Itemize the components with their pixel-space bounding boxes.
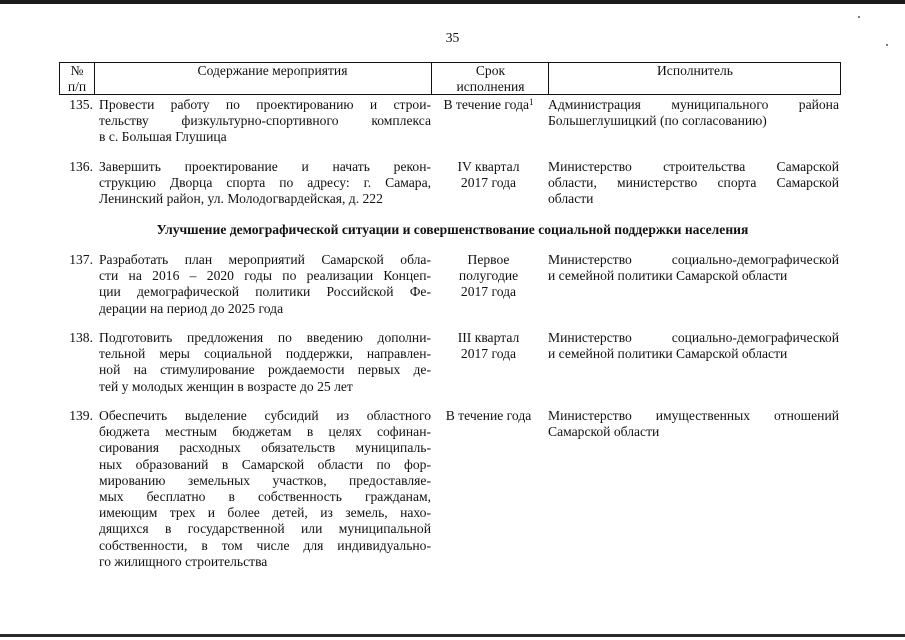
row-executor: [548, 97, 839, 129]
row-content-line: ных образований в Самарской области по фор-: [99, 456, 431, 472]
row-content: [99, 97, 431, 146]
header-term-cell: [431, 63, 549, 94]
row-content: [99, 252, 431, 317]
table-header: [59, 62, 841, 95]
row-term-footnote-mark: 1: [529, 97, 534, 107]
row-executor: [548, 159, 839, 208]
row-content-line: Подготовить предложения по введению дополни-: [99, 330, 431, 345]
scan-speck: [886, 44, 888, 46]
row-content-line: сирования расходных обязательств муниципаль-: [99, 440, 431, 456]
row-term-text: В течение года: [443, 97, 530, 112]
row-content-line: тельству физкультурно-спортивного комплекса: [99, 113, 431, 129]
page-bottom-edge: [0, 634, 905, 637]
row-content-line: ции демографической политики Российской Фе-: [99, 284, 431, 300]
row-content-line: го жилищного строительства: [99, 553, 268, 569]
row-executor: [548, 330, 839, 362]
row-content-line: сти на 2016 – 2020 годы по реализации Концеп-: [99, 268, 431, 284]
row-content: [99, 159, 431, 208]
row-term: [430, 159, 547, 191]
row-term-line: полугодие: [458, 268, 519, 284]
row-executor-line: Администрация муниципального района: [548, 97, 839, 112]
row-content: [99, 408, 431, 570]
row-content: [99, 330, 431, 395]
row-term: [430, 252, 547, 301]
row-term: [430, 97, 547, 113]
row-number: 137.: [69, 252, 93, 267]
header-executor-label: Исполнитель: [656, 63, 734, 78]
row-executor-line: области, министерство спорта Самарской: [548, 175, 839, 191]
row-term-line: Первое: [467, 252, 510, 267]
row-executor: [548, 408, 839, 440]
row-term-line: 2017 года: [460, 175, 517, 191]
row-executor-line: области: [548, 191, 594, 207]
row-content-line: Разработать план мероприятий Самарской обла-: [99, 252, 431, 267]
row-content-line: Ленинский район, ул. Молодогвардейская, д. 222: [99, 191, 383, 207]
row-content-line: имеющим трех и более детей, из земель, нахо-: [99, 505, 431, 521]
row-content-line: мированию земельных участков, предоставляе-: [99, 472, 431, 488]
row-executor-line: Большеглушицкий (по согласованию): [548, 113, 767, 129]
row-content-line: ной на стимулирование рождаемости первых де-: [99, 362, 431, 378]
header-content-label: Содержание мероприятия: [197, 63, 348, 78]
row-content-line: в с. Большая Глушица: [99, 129, 227, 145]
header-number-cell: [60, 63, 94, 94]
row-term: [430, 408, 547, 424]
row-content-line: дящихся в государственной или муниципальной: [99, 521, 431, 537]
row-content-line: тельной меры социальной поддержки, направлен-: [99, 346, 431, 362]
row-term-line: В течение года: [445, 408, 532, 423]
header-executor-cell: [548, 63, 841, 94]
row-term-line: [430, 97, 547, 113]
header-term-label: Срок: [475, 63, 506, 78]
row-content-line: тей у молодых женщин в возрасте до 25 лет: [99, 378, 353, 394]
header-number-label: №: [70, 63, 84, 78]
header-content-cell: [94, 63, 450, 94]
row-executor-line: Министерство социально-демографической: [548, 330, 839, 345]
row-executor: [548, 252, 839, 284]
row-term: [430, 330, 547, 362]
row-content-line: Провести работу по проектированию и строи-: [99, 97, 431, 112]
row-term-line: IV квартал: [457, 159, 520, 174]
row-executor-line: и семейной политики Самарской области: [548, 268, 788, 284]
row-content-line: Завершить проектирование и начать рекон-: [99, 159, 431, 174]
page-top-edge: [0, 0, 905, 4]
row-executor-line: и семейной политики Самарской области: [548, 346, 788, 362]
row-number: 139.: [69, 408, 93, 423]
row-content-line: струкцию Дворца спорта по адресу: г. Самара,: [99, 175, 431, 191]
header-term-sublabel: исполнения: [456, 79, 525, 95]
row-term-line: 2017 года: [460, 284, 517, 300]
row-term-line: III квартал: [457, 330, 520, 345]
row-content-line: мых бесплатно в собственность гражданам,: [99, 489, 431, 505]
row-content-line: собственности, в том числе для индивидуально-: [99, 537, 431, 553]
row-content-line: Обеспечить выделение субсидий из областного: [99, 408, 431, 423]
row-executor-line: Министерство имущественных отношений: [548, 408, 839, 423]
section-heading: Улучшение демографической ситуации и совершенствование социальной поддержки населения: [156, 222, 749, 237]
row-number: 138.: [69, 330, 93, 345]
row-content-line: дерации на период до 2025 года: [99, 300, 284, 316]
row-executor-line: Министерство строительства Самарской: [548, 159, 839, 174]
row-content-line: бюджета местным бюджетам в целях софинан-: [99, 424, 431, 440]
row-number: 136.: [69, 159, 93, 174]
row-term-line: 2017 года: [460, 346, 517, 362]
page-number: 35: [445, 30, 460, 45]
row-executor-line: Министерство социально-демографической: [548, 252, 839, 267]
row-executor-line: Самарской области: [548, 424, 660, 440]
row-number: 135.: [69, 97, 93, 112]
scan-speck: [858, 16, 860, 18]
header-number-sublabel: п/п: [67, 79, 87, 95]
